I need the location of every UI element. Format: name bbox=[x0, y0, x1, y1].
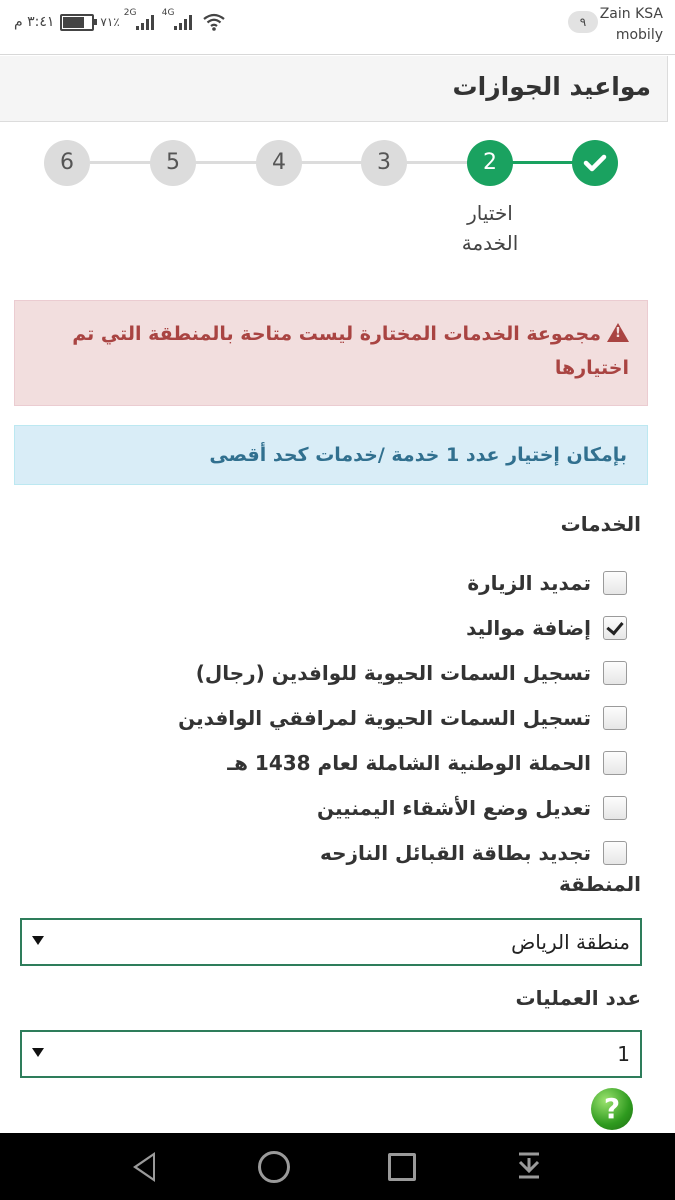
step-connector-done bbox=[510, 161, 574, 164]
signal-4g-icon bbox=[161, 8, 192, 30]
error-alert-text: مجموعة الخدمات المختارة ليست متاحة بالمنطقة التي تم اختيارها bbox=[72, 323, 629, 379]
step-4[interactable]: 4 bbox=[256, 140, 302, 186]
service-checkbox[interactable] bbox=[603, 706, 627, 730]
service-checkbox[interactable] bbox=[603, 661, 627, 685]
notification-badge: ٩ bbox=[568, 11, 598, 33]
step-6[interactable]: 6 bbox=[44, 140, 90, 186]
service-option[interactable] bbox=[178, 650, 627, 695]
service-option[interactable] bbox=[178, 695, 627, 740]
step-3[interactable]: 3 bbox=[361, 140, 407, 186]
wifi-icon bbox=[202, 13, 226, 31]
error-alert bbox=[14, 300, 648, 406]
progress-stepper bbox=[0, 138, 675, 268]
operations-select-value: 1 bbox=[617, 1042, 630, 1066]
page-title: مواعيد الجوازات bbox=[452, 72, 651, 101]
network-4g-label: 4G bbox=[161, 8, 175, 18]
network-2g-label: 2G bbox=[123, 8, 137, 18]
home-icon[interactable] bbox=[244, 1133, 304, 1200]
service-checkbox[interactable] bbox=[603, 841, 627, 865]
carrier-name-2: mobily bbox=[615, 27, 663, 43]
service-label: تجديد بطاقة القبائل النازحه bbox=[319, 840, 591, 865]
battery-icon bbox=[60, 14, 94, 31]
back-icon[interactable] bbox=[115, 1133, 175, 1200]
signal-2g-icon bbox=[123, 8, 154, 30]
service-option[interactable] bbox=[178, 830, 627, 875]
step-2-active[interactable]: 2 bbox=[467, 140, 513, 186]
service-option[interactable] bbox=[178, 740, 627, 785]
service-label: الحملة الوطنية الشاملة لعام 1438 هـ bbox=[227, 750, 591, 775]
services-checklist bbox=[178, 560, 627, 875]
service-checkbox[interactable] bbox=[603, 571, 627, 595]
recent-apps-icon[interactable] bbox=[371, 1133, 431, 1200]
operations-label: عدد العمليات bbox=[515, 986, 641, 1010]
dropdown-arrow-icon bbox=[32, 936, 44, 945]
dropdown-arrow-icon bbox=[32, 1048, 44, 1057]
region-select[interactable] bbox=[20, 918, 642, 966]
service-label: تعديل وضع الأشقاء اليمنيين bbox=[317, 795, 591, 820]
page-header bbox=[0, 56, 668, 122]
active-step-label: اختيار الخدمة bbox=[461, 201, 519, 255]
service-checkbox-checked[interactable] bbox=[603, 616, 627, 640]
help-icon[interactable]: ? bbox=[591, 1088, 633, 1130]
info-alert-text: بإمكان إختيار عدد 1 خدمة /خدمات كحد أقصى bbox=[209, 444, 627, 466]
service-label: تسجيل السمات الحيوية للوافدين (رجال) bbox=[195, 660, 591, 685]
service-label: تسجيل السمات الحيوية لمرافقي الوافدين bbox=[178, 705, 591, 730]
operations-select[interactable] bbox=[20, 1030, 642, 1078]
service-label: تمديد الزيارة bbox=[467, 570, 591, 595]
service-option[interactable] bbox=[178, 560, 627, 605]
service-checkbox[interactable] bbox=[603, 751, 627, 775]
status-bar bbox=[0, 0, 675, 55]
notification-pull-icon[interactable] bbox=[499, 1133, 559, 1200]
warning-icon bbox=[607, 323, 629, 342]
service-option[interactable] bbox=[178, 605, 627, 650]
carrier-info bbox=[600, 4, 663, 46]
checkmark-icon bbox=[572, 140, 618, 186]
service-label: إضافة مواليد bbox=[466, 615, 591, 640]
status-bar-left bbox=[14, 10, 226, 34]
step-1-done[interactable] bbox=[572, 140, 618, 186]
service-checkbox[interactable] bbox=[603, 796, 627, 820]
carrier-name-1: Zain KSA bbox=[599, 6, 663, 22]
clock: ٣:٤١ م bbox=[14, 14, 55, 30]
region-select-value: منطقة الرياض bbox=[511, 930, 630, 954]
step-5[interactable]: 5 bbox=[150, 140, 196, 186]
region-label: المنطقة bbox=[559, 872, 641, 896]
system-nav-bar bbox=[0, 1133, 675, 1200]
info-alert bbox=[14, 425, 648, 485]
battery-percent: ٧١٪ bbox=[100, 15, 120, 29]
service-option[interactable] bbox=[178, 785, 627, 830]
services-label: الخدمات bbox=[560, 512, 641, 536]
